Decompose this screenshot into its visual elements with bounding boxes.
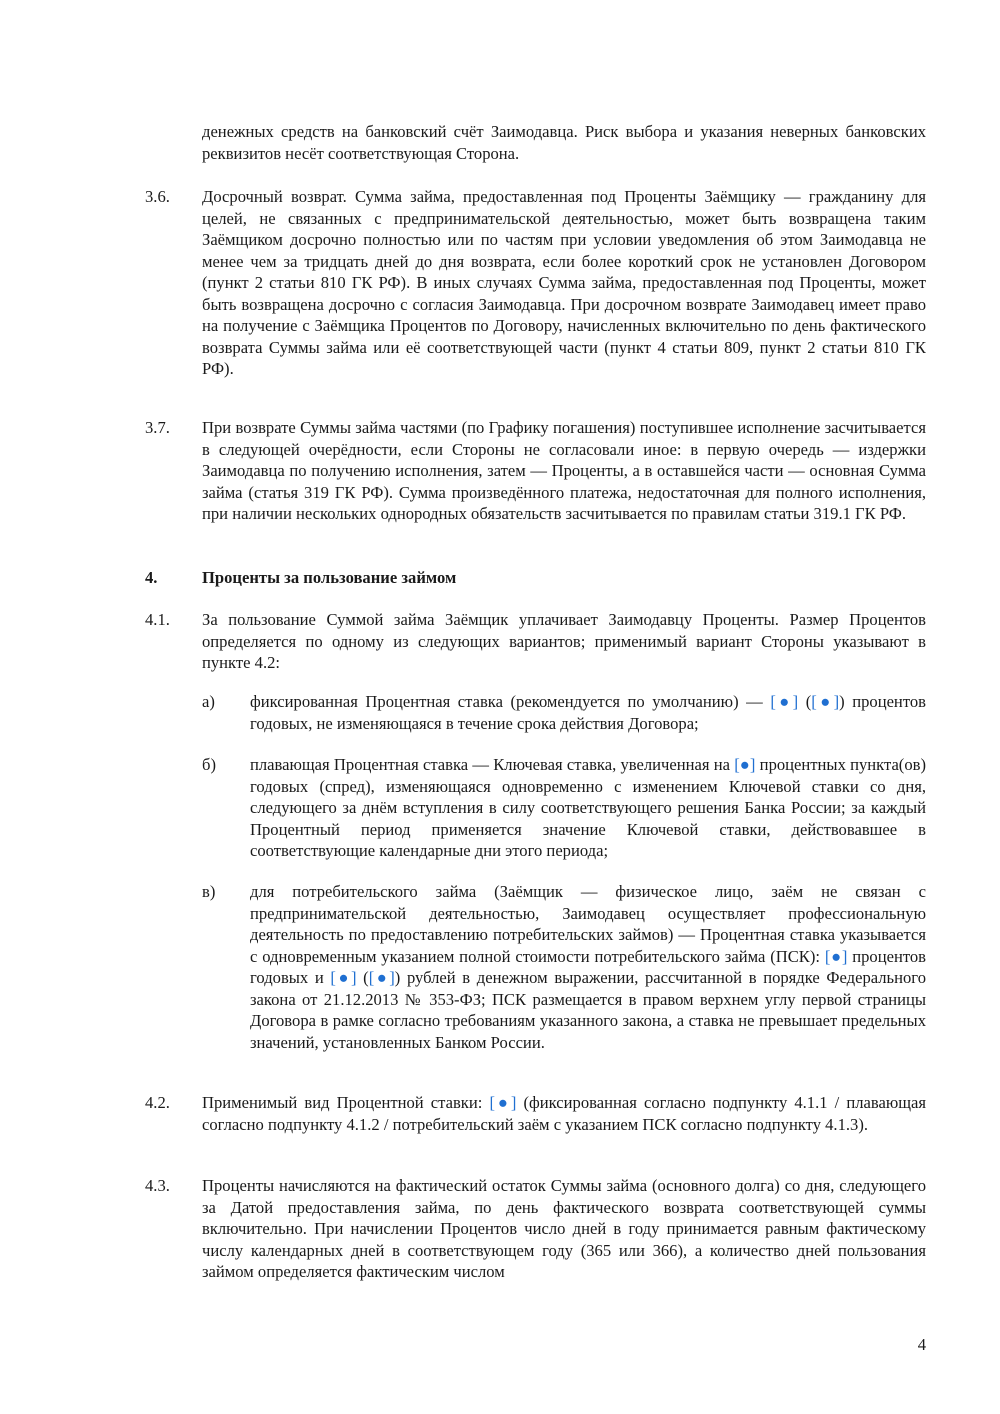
subitem-a-text [250, 691, 926, 734]
clause-4-3-text: Проценты начисляются на фактический остаток Суммы займа (основного долга) со дня, следующего за Датой предоставления займа, по день фактического возврата соответствующей суммы включительно. При начислении Процентов число дней в году принимается равным фактическому числу календарных дней в соответствующем году (365 или 366), а количество дней пользования займом определяется фактическим числом [202, 1176, 926, 1281]
clause-4-2-text [202, 1092, 926, 1135]
placeholder-psk-amount-words: [●] [368, 968, 395, 987]
subitem-a-text-part: ) процентов годовых, не изменяющаяся в течение срока действия Договора; [250, 692, 926, 733]
clause-number-3-6: 3.6. [145, 187, 170, 206]
subitem-a-text-part: фиксированная Процентная ставка (рекомендуется по умолчанию) — [250, 692, 771, 711]
clause-number-4-1: 4.1. [145, 610, 170, 629]
clause-3-6-text: Досрочный возврат. Сумма займа, предоставленная под Проценты Заёмщику — гражданину для целей, не связанных с предпринимательской деятельностью, может быть возвращена таким Заёмщиком досрочно полностью или по частям при условии уведомления об этом Заимодавца не менее чем за тридцать дней до дня возврата, если более короткий срок не установлен Договором (пункт 2 статьи 810 ГК РФ). В иных случаях Сумма займа, предоставленная под Проценты, может быть возвращена досрочно с согласия Заимодавца. При досрочном возврате Заимодавец имеет право на получение с Заёмщика Процентов по Договору, начисленных включительно по день фактического возврата Суммы займа или её соответствующей части (пункт 4 статьи 809, пункт 2 статьи 810 ГК РФ). [202, 187, 926, 378]
clause-4-1-text: За пользование Суммой займа Заёмщик уплачивает Заимодавцу Проценты. Размер Процентов определяется по одному из следующих вариантов; применимый вариант Стороны указывают в пункте 4.2: [202, 610, 926, 672]
subitem-v-text-part: ( [356, 968, 369, 987]
section-number-4: 4. [145, 568, 158, 587]
subitem-letter-a: а) [202, 692, 215, 711]
clause-number-4-2: 4.2. [145, 1093, 170, 1112]
placeholder-psk-amount: [●] [330, 968, 357, 987]
subitem-v-text [250, 881, 926, 1053]
clause-3-7-text: При возврате Суммы займа частями (по Графику погашения) поступившее исполнение засчитывается в следующей очерёдности, если Стороны не согласовали иное: в первую очередь — издержки Заимодавца по получению исполнения, затем — Проценты, а в оставшейся части — основная Сумма займа (статья 319 ГК РФ). Сумма произведённого платежа, недостаточная для полного исполнения, при наличии нескольких однородных обязательств засчитывается по правилам статьи 319.1 ГК РФ. [202, 418, 926, 523]
clause-4-2-text-part: (фиксированная согласно подпункту 4.1.1 / плавающая согласно подпункту 4.1.2 / потребительский заём с указанием ПСК согласно подпункту 4.1.3). [202, 1093, 927, 1134]
continuation-paragraph: денежных средств на банковский счёт Заимодавца. Риск выбора и указания неверных банковских реквизитов несёт соответствующая Сторона. [202, 122, 926, 163]
placeholder-rate-type: [●] [489, 1093, 517, 1112]
placeholder-rate: [●] [770, 692, 799, 711]
subitem-letter-v: в) [202, 882, 216, 901]
subitem-a-text-part: ( [798, 692, 812, 711]
page-number: 4 [917, 1335, 926, 1354]
clause-number-3-7: 3.7. [145, 418, 170, 437]
placeholder-psk-percent: [●] [824, 946, 848, 966]
clause-number-4-3: 4.3. [145, 1176, 170, 1195]
placeholder-rate-words: [●] [811, 692, 840, 711]
subitem-v-text-part: для потребительского займа (Заёмщик — физическое лицо, заём не связан с предпринимательской деятельностью, Заимодавец осуществляет профессиональную деятельность по предоставлению потребительских займов) — Процентная ставка указывается с одновременным указанием полной стоимости потребительского займа (ПСК): [250, 882, 926, 966]
clause-4-2-text-part: Применимый вид Процентной ставки: [202, 1093, 490, 1112]
subitem-letter-b: б) [202, 755, 216, 774]
section-4-heading: Проценты за пользование займом [202, 568, 457, 587]
placeholder-spread: [●] [734, 755, 756, 774]
subitem-v-text-part: ) рублей в денежном выражении, рассчитанной в порядке Федерального закона от 21.12.2013 № 353-ФЗ; ПСК размещается в правом верхнем углу первой страницы Договора в рамке согласно требованиям указанного закона, а ставка не превышает предельных значений, установленных Банком России. [250, 968, 926, 1052]
subitem-v-text-part: процентов годовых и [250, 946, 927, 987]
subitem-b-text [250, 754, 926, 862]
subitem-b-text-part: процентных пункта(ов) годовых (спред), изменяющаяся одновременно с изменением Ключевой ставки со дня, следующего за днём вступления в силу соответствующего решения Банка России; за каждый Процентный период применяется значение Ключевой ставки, действовавшее в соответствующие календарные дни этого периода; [250, 755, 926, 860]
subitem-b-text-part: плавающая Процентная ставка — Ключевая ставка, увеличенная на [250, 755, 735, 774]
